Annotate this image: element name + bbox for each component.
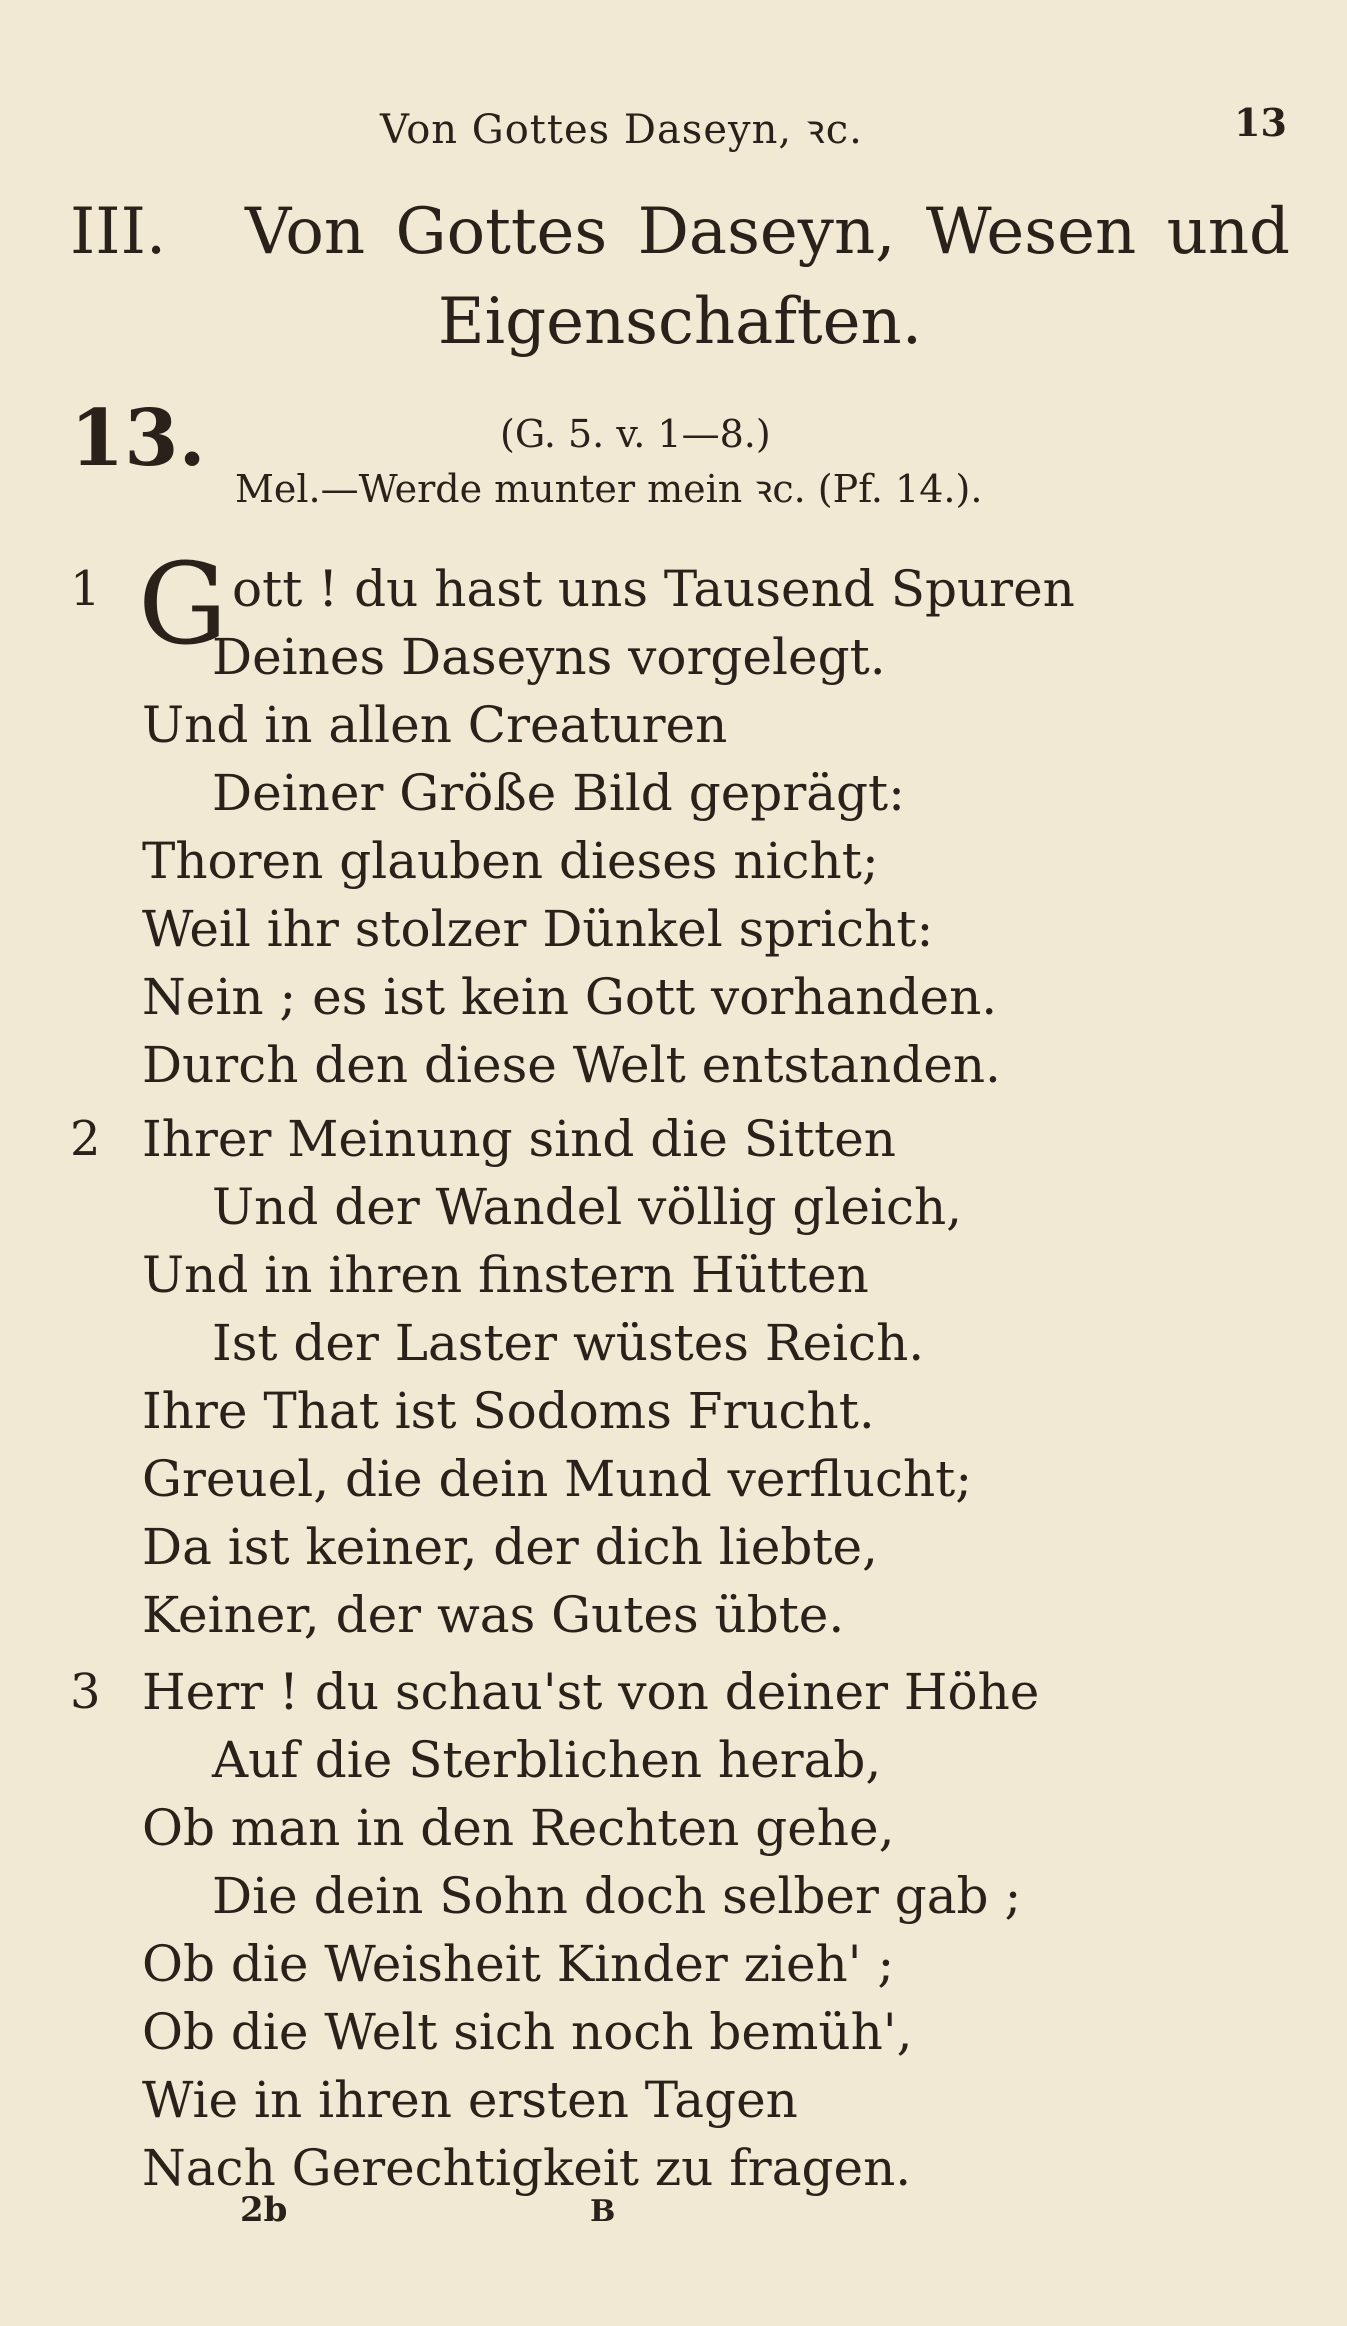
hymn-number: 13. [70, 393, 206, 484]
verse-number: 2 [70, 1111, 101, 1167]
chapter-numeral: III. [70, 195, 167, 269]
verse-line: Ob man in den Rechten gehe, [142, 1799, 895, 1857]
drop-cap: G [138, 540, 228, 670]
running-title: Von Gottes Daseyn, ꝛc. [380, 107, 863, 153]
verse-line: Keiner, der was Gutes übte. [142, 1586, 845, 1644]
verse-line: Herr ! du schau'st von deiner Höhe [142, 1663, 1040, 1721]
verse-line: Weil ihr stolzer Dünkel spricht: [142, 900, 934, 958]
verse-line: Auf die Sterblichen herab, [212, 1731, 882, 1789]
signature-mark: B [590, 2194, 616, 2229]
verse-line: Deines Daseyns vorgelegt. [212, 628, 886, 686]
chapter-title-line-1: Von Gottes Daseyn, Wesen und [245, 195, 1290, 269]
verse-line: Und in ihren finstern Hütten [142, 1246, 869, 1304]
verse-line: Thoren glauben dieses nicht; [142, 832, 879, 890]
verse-line: Nach Gerechtigkeit zu fragen. [142, 2139, 912, 2197]
verse-line: Ist der Laster wüstes Reich. [212, 1314, 925, 1372]
verse-line: Ihre That ist Sodoms Frucht. [142, 1382, 875, 1440]
hymn-header [70, 393, 1300, 511]
hymn-melody: Mel.—Werde munter mein ꝛc. (Pf. 14.). [235, 467, 983, 511]
signature-number: 2b [240, 2190, 288, 2230]
verse-line: Deiner Größe Bild geprägt: [212, 764, 905, 822]
verse-line: Durch den diese Welt entstanden. [142, 1036, 1001, 1094]
verse-line: Und der Wandel völlig gleich, [212, 1178, 963, 1236]
verse-line: Nein ; es ist kein Gott vorhanden. [142, 968, 998, 1026]
hymn-reference: (G. 5. v. 1—8.) [500, 412, 771, 456]
verse-line: Die dein Sohn doch selber gab ; [212, 1867, 1022, 1925]
verse-line: Ihrer Meinung sind die Sitten [142, 1110, 896, 1168]
page-number: 13 [1234, 100, 1287, 145]
verse-line: Wie in ihren ersten Tagen [142, 2071, 798, 2129]
chapter-title-line-2: Eigenschaften. [437, 285, 923, 359]
page-footer [0, 2190, 1347, 2250]
verse-number: 1 [70, 561, 101, 617]
verse-line: Ob die Welt sich noch bemüh', [142, 2003, 913, 2061]
verse-line: Ob die Weisheit Kinder zieh' ; [142, 1935, 895, 1993]
verse-line: Greuel, die dein Mund verflucht; [142, 1450, 973, 1508]
verse-line: Da ist keiner, der dich liebte, [142, 1518, 878, 1576]
verse-number: 3 [70, 1664, 101, 1720]
verse-line: ott ! du hast uns Tausend Spuren [232, 560, 1075, 618]
running-head [0, 100, 1347, 160]
verse-line: Und in allen Creaturen [142, 696, 728, 754]
